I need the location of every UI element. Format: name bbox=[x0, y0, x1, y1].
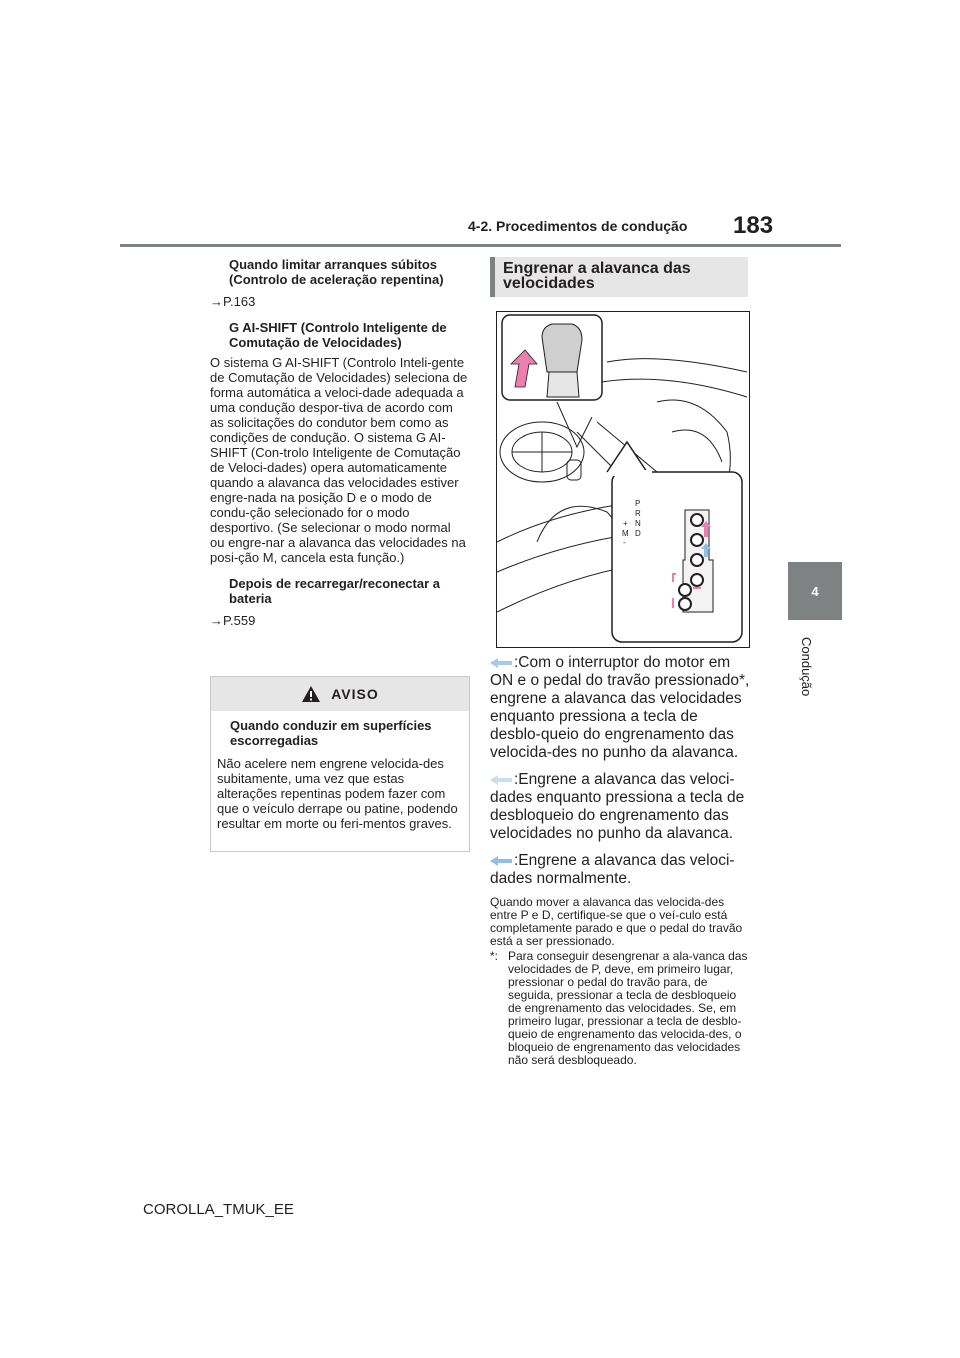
footnote-text: Para conseguir desengrenar a ala-vanca das velocidades de P, deve, em primeiro lugar, pressionar o pedal do travão para, de seguida, pressionar a tecla de desbloqueio de engrenamento das velocidades. Se, em primeiro lugar, pressionar a tecla de desblo-queio de engrenamento das velocida-des, o bloqueio de engrenamento das velocidades não será desbloqueado. bbox=[508, 949, 748, 1067]
gate-label-p: P bbox=[635, 499, 641, 508]
shift-lever-illustration bbox=[496, 311, 750, 648]
footnote-mark: *: bbox=[490, 949, 499, 963]
running-header: 4-2. Procedimentos de condução bbox=[468, 218, 688, 234]
instruction-text-1: :Com o interruptor do motor em ON e o pedal do travão pressionado*, engrene a alavanca das velocidades enquanto pressiona a tecla de desblo-queio do engrenamento das velocida-des no punho da alavanca. bbox=[490, 654, 750, 761]
subheading-g-ai-shift: G AI-SHIFT (Controlo Inteligente de Comutação de Velocidades) bbox=[229, 320, 447, 350]
gate-label-d: D bbox=[635, 529, 641, 538]
chapter-tab: 4 bbox=[788, 562, 842, 620]
instruction-text-3: :Engrene a alavanca das veloci-dades normalmente. bbox=[490, 852, 735, 887]
subheading-sudden-start: Quando limitar arranques súbitos (Controlo de aceleração repentina) bbox=[229, 257, 444, 287]
blue-arrow-icon bbox=[490, 856, 512, 866]
chapter-label bbox=[784, 637, 844, 717]
page-reference: →P.559 bbox=[210, 613, 256, 628]
warning-title: AVISO bbox=[331, 686, 379, 702]
warning-triangle-icon bbox=[301, 685, 321, 703]
shifting-note: Quando mover a alavanca das velocida-des entre P e D, certifique-se que o veí-culo está completamente parado e que o pedal do travão está a ser pressionado. bbox=[490, 895, 743, 948]
light-blue-arrow-icon bbox=[490, 775, 512, 785]
interior-drawing bbox=[497, 312, 749, 647]
header-rule bbox=[120, 244, 841, 247]
instruction-text-2: :Engrene a alavanca das veloci-dades enquanto pressiona a tecla de desbloqueio do engrenamento das velocidades no punho da alavanca. bbox=[490, 771, 745, 842]
chapter-label-text: Condução bbox=[799, 637, 814, 697]
instruction-item bbox=[490, 852, 750, 888]
gate-label-r: R bbox=[635, 509, 641, 518]
subheading-battery: Depois de recarregar/reconectar a bateria bbox=[229, 576, 440, 606]
gate-label-minus: - bbox=[623, 538, 626, 547]
warning-header bbox=[211, 677, 469, 711]
warning-heading: Quando conduzir em superfícies escorregadias bbox=[230, 718, 432, 748]
g-ai-shift-description: O sistema G AI-SHIFT (Controlo Inteli-gente de Comutação de Velocidades) seleciona de forma automática a veloci-dade adequada a uma condução despor-tiva de acordo com as solicitações do condutor bem como as condições de condução. O sistema G AI-SHIFT (Con-trolo Inteligente de Comutação de Veloci-dades) opera automaticamente quando a alavanca das velocidades estiver engre-nada na posição D e o modo de condu-ção selecionado for o modo desportivo. (Se selecionar o modo normal ou engre-nar a alavanca das velocidades na posi-ção M, cancela esta função.) bbox=[210, 355, 468, 565]
page-reference: →P.163 bbox=[210, 294, 256, 309]
instruction-item bbox=[490, 654, 750, 762]
warning-box bbox=[210, 676, 470, 852]
model-code: COROLLA_TMUK_EE bbox=[143, 1201, 294, 1218]
left-column bbox=[210, 257, 468, 628]
shift-instructions bbox=[490, 654, 750, 1067]
page-number: 183 bbox=[733, 212, 774, 239]
gate-label-m: M bbox=[622, 529, 629, 538]
gate-label-plus: + bbox=[623, 519, 628, 528]
footnote bbox=[490, 950, 750, 1067]
pink-arrow-icon bbox=[490, 658, 512, 668]
section-title: Engrenar a alavanca das velocidades bbox=[490, 257, 748, 297]
gate-label-n: N bbox=[635, 519, 641, 528]
instruction-item bbox=[490, 771, 750, 843]
warning-body: Não acelere nem engrene velocida-des subitamente, uma vez que estas alterações repentinas podem fazer com que o veículo derrape ou patine, podendo resultar em morte ou feri-mentos graves. bbox=[217, 756, 458, 831]
